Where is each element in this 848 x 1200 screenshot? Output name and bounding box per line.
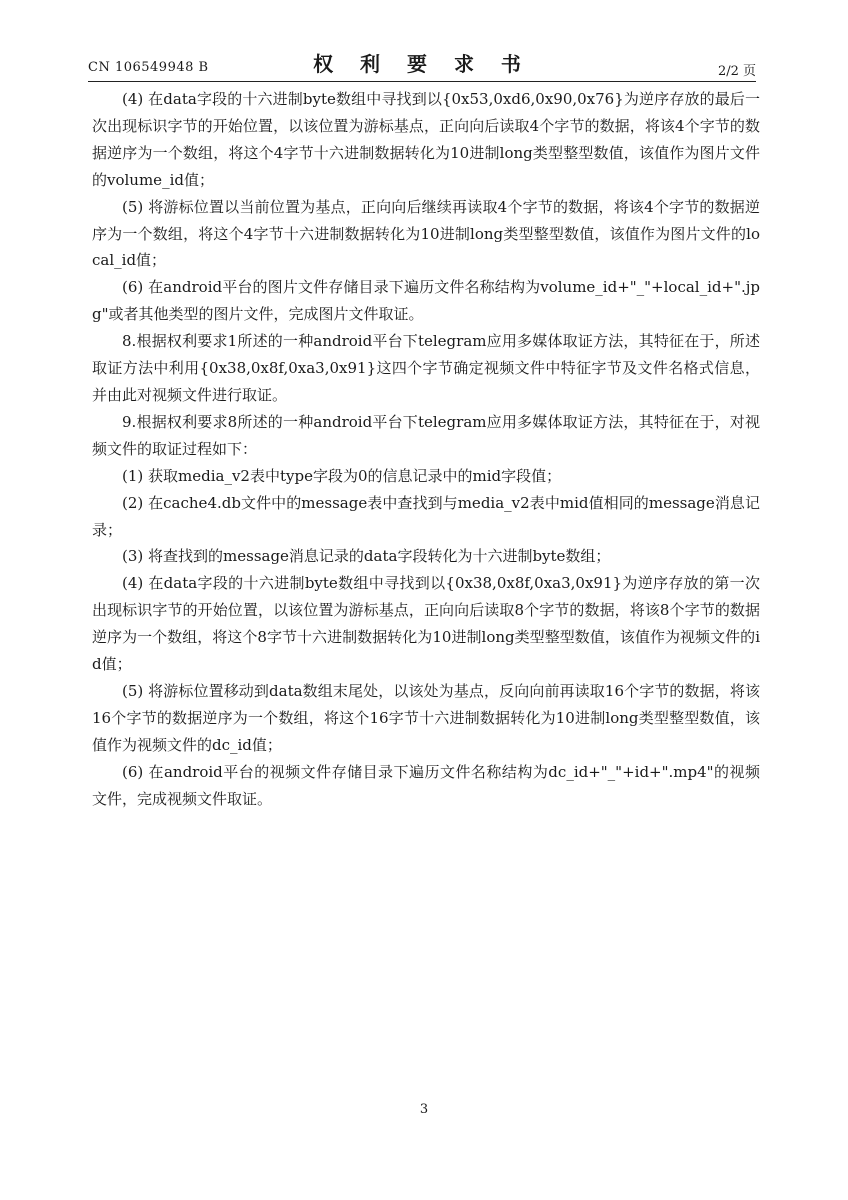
claim-paragraph: (2) 在cache4.db文件中的message表中查找到与media_v2表中mid值相同的message消息记录； (92, 493, 760, 539)
claim-paragraph: (5) 将游标位置以当前位置为基点，正向向后继续再读取4个字节的数据，将该4个字节的数据逆序为一个数组，将这个4字节十六进制数据转化为10进制long类型整型数值，该值作为图片文件的local_id值； (92, 197, 760, 270)
claim-paragraph: (4) 在data字段的十六进制byte数组中寻找到以{0x53,0xd6,0x90,0x76}为逆序存放的最后一次出现标识字节的开始位置，以该位置为游标基点，正向向后读取4个字节的数据，将该4个字节的数据逆序为一个数组，将这个4字节十六进制数据转化为10进制long类型整型数值，该值作为图片文件的volume_id值； (92, 90, 760, 189)
claim-paragraph: (4) 在data字段的十六进制byte数组中寻找到以{0x38,0x8f,0xa3,0x91}为逆序存放的第一次出现标识字节的开始位置，以该位置为游标基点，正向向后读取8个字节的数据，将该8个字节的数据逆序为一个数组，将这个8字节十六进制数据转化为10进制long类型整型数值，该值作为视频文件的id值； (92, 574, 760, 674)
document-title: 权 利 要 求 书 (313, 52, 531, 76)
header-divider (88, 81, 756, 82)
page-number: 3 (419, 1102, 429, 1117)
page-count: 2/2 页 (717, 64, 756, 79)
claim-paragraph: (5) 将游标位置移动到data数组末尾处，以该处为基点，反向向前再读取16个字节的数据，将该16个字节的数据逆序为一个数组，将这个16字节十六进制数据转化为10进制long类型整型数值，该值作为视频文件的dc_id值； (92, 681, 760, 754)
patent-number: CN 106549948 B (88, 60, 209, 75)
claims-body (92, 86, 760, 812)
claim-paragraph: 9.根据权利要求8所述的一种android平台下telegram应用多媒体取证方法，其特征在于，对视频文件的取证过程如下： (92, 412, 760, 458)
claim-paragraph: (6) 在android平台的视频文件存储目录下遍历文件名称结构为dc_id+"_"+id+".mp4"的视频文件，完成视频文件取证。 (92, 762, 760, 808)
page-header (88, 48, 756, 82)
claim-paragraph: 8.根据权利要求1所述的一种android平台下telegram应用多媒体取证方法，其特征在于，所述取证方法中利用{0x38,0x8f,0xa3,0x91}这四个字节确定视频文件中特征字节及文件名格式信息，并由此对视频文件进行取证。 (92, 332, 760, 404)
claim-paragraph: (1) 获取media_v2表中type字段为0的信息记录中的mid字段值； (122, 466, 562, 485)
claim-paragraph: (3) 将查找到的message消息记录的data字段转化为十六进制byte数组； (122, 547, 611, 566)
claim-paragraph: (6) 在android平台的图片文件存储目录下遍历文件名称结构为volume_id+"_"+local_id+".jpg"或者其他类型的图片文件，完成图片文件取证。 (92, 278, 760, 324)
